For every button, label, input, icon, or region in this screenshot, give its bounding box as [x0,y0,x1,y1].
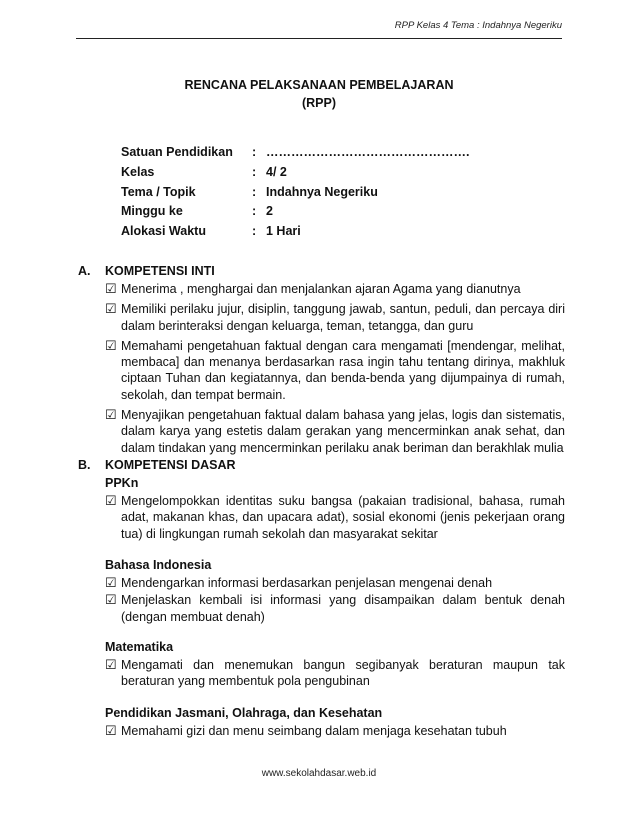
document-title: RENCANA PELAKSANAAN PEMBELAJARAN [184,78,454,92]
list-item-text: Mengamati dan menemukan bangun segibanyak beraturan maupun tak beraturan yang membentuk pola pengubinan [121,658,565,689]
subject-bahasa-title: Bahasa Indonesia [105,558,212,572]
checkbox-icon: ☑ [105,575,117,590]
info-row-tema [121,183,469,203]
list-item [105,493,565,542]
section-letter: B. [78,458,91,472]
list-item-text: Menyajikan pengetahuan faktual dalam bahasa yang jelas, logis dan sistematis, dalam karya yang estetis dalam gerakan yang mencerminkan anak sehat, dan dalam tindakan yang mencerminkan perilaku anak beriman dan berakhlak mulia [121,408,565,455]
bahasa-list [105,575,565,625]
document-subtitle: (RPP) [301,96,337,110]
info-value: …………………………………………. [266,145,470,159]
list-item [105,281,565,297]
info-label: Kelas [121,164,155,179]
page-footer-url: www.sekolahdasar.web.id [261,768,377,779]
checkbox-icon: ☑ [105,493,117,508]
ppkn-list [105,493,565,542]
section-title: KOMPETENSI INTI [105,264,215,278]
identity-table [121,143,469,242]
info-label: Tema / Topik [121,184,196,199]
checkbox-icon: ☑ [105,592,117,608]
info-colon: : [252,224,257,239]
info-value: 4/ 2 [266,164,287,179]
page-header-text: RPP Kelas 4 Tema : Indahnya Negeriku [394,20,562,31]
section-title: KOMPETENSI DASAR [105,458,236,472]
header-divider [76,38,562,39]
info-label: Minggu ke [121,204,183,219]
list-item [105,301,565,334]
list-item [105,407,565,456]
info-label: Satuan Pendidikan [121,145,233,159]
info-value: 2 [266,204,273,219]
list-item [105,575,565,591]
matematika-list [105,657,565,690]
checkbox-icon: ☑ [105,337,117,353]
subject-penjas-title: Pendidikan Jasmani, Olahraga, dan Kesehatan [105,706,383,720]
checkbox-icon: ☑ [105,723,117,738]
info-row-minggu [121,202,469,222]
info-label: Alokasi Waktu [121,224,206,239]
list-item-text: Memiliki perilaku jujur, disiplin, tanggung jawab, santun, peduli, dan percaya diri dalam berinteraksi dengan keluarga, teman, tetangga, dan guru [121,302,565,333]
info-colon: : [252,145,257,159]
list-item-text: Mengelompokkan identitas suku bangsa (pakaian tradisional, bahasa, rumah adat, makanan khas, dan upacara adat), sosial ekonomi (jenis pekerjaan orang tua) di lingkungan rumah sekolah dan masyarakat sekitar [121,494,565,541]
info-row-kelas [121,163,469,183]
checkbox-icon: ☑ [105,407,117,423]
kompetensi-inti-list [105,281,565,456]
info-row-alokasi [121,222,469,242]
info-value: Indahnya Negeriku [266,184,378,199]
subject-ppkn-title: PPKn [105,476,139,490]
info-colon: : [252,164,257,179]
checkbox-icon: ☑ [105,657,117,672]
checkbox-icon: ☑ [105,281,117,296]
list-item [105,338,565,403]
list-item-text: Mendengarkan informasi berdasarkan penjelasan mengenai denah [121,576,493,590]
list-item-text: Memahami gizi dan menu seimbang dalam menjaga kesehatan tubuh [121,724,507,738]
subject-matematika-title: Matematika [105,640,174,654]
checkbox-icon: ☑ [105,301,117,317]
info-row-satuan [121,143,469,163]
list-item-text: Menjelaskan kembali isi informasi yang disampaikan dalam bentuk denah (dengan membuat denah) [121,593,565,624]
list-item [105,592,565,625]
penjas-list [105,723,565,739]
list-item-text: Memahami pengetahuan faktual dengan cara mengamati [mendengar, melihat, membaca] dan menanya berdasarkan rasa ingin tahu tentang dirinya, makhluk ciptaan Tuhan dan kegiatannya, dan benda-benda yang dijumpainya di rumah, sekolah, dan tempat bermain. [121,338,565,402]
list-item [105,723,565,739]
section-letter: A. [78,264,91,278]
info-colon: : [252,184,257,199]
info-value: 1 Hari [266,224,301,239]
info-colon: : [252,204,257,219]
list-item [105,657,565,690]
list-item-text: Menerima , menghargai dan menjalankan ajaran Agama yang dianutnya [121,282,521,296]
